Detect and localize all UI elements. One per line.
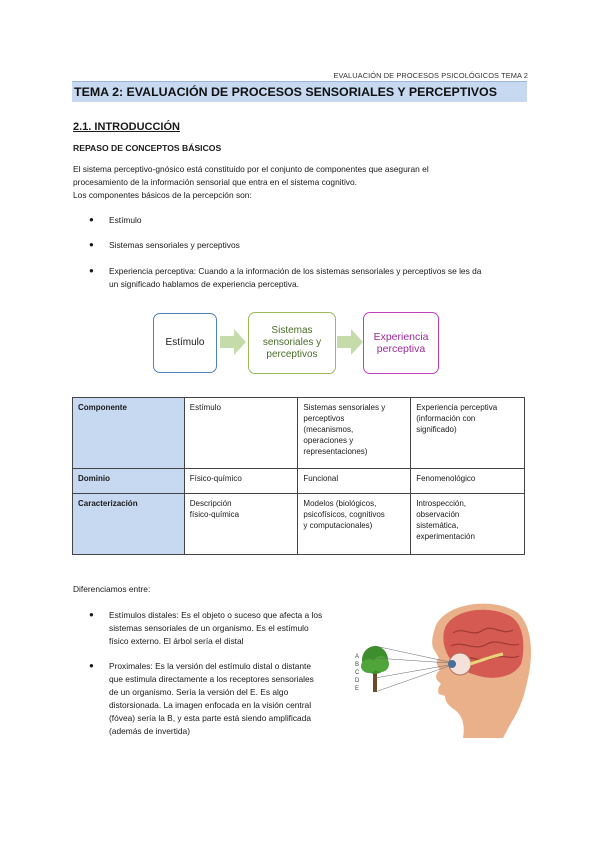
distal-line: sistemas sensoriales de un organismo. Es el estímulo (109, 623, 309, 633)
flow-box-sistemas-l2: sensoriales y (262, 337, 322, 348)
cell-dominio-3: Fenomenológico (411, 469, 525, 494)
table-row (73, 398, 525, 469)
figure-label: D (355, 678, 360, 684)
bullet-dot: ● (89, 661, 94, 670)
cell-caract-1 (184, 494, 298, 555)
visual-perception-illustration (353, 598, 533, 738)
bullet-experiencia: Experiencia perceptiva: Cuando a la información de los sistemas sensoriales y perceptivos se les da (109, 266, 482, 276)
flow-arrow-icon (220, 329, 246, 355)
cell-line: perceptivos (303, 414, 345, 423)
proximal-line: Proximales: Es la versión del estímulo distal o distante (109, 661, 312, 671)
table-row (73, 494, 525, 555)
flow-box-experiencia (363, 312, 439, 374)
proximal-line: (fóvea) sería la B, y esta parte está siendo amplificada (109, 713, 312, 723)
cell-dominio-1: Físico-químico (184, 469, 298, 494)
flow-box-sistemas (248, 312, 336, 374)
cell-line: Experiencia perceptiva (416, 403, 498, 412)
proximal-line: de un organismo. Sería la versión del E. Es algo (109, 687, 289, 697)
proximal-line: (además de invertida) (109, 726, 190, 736)
distal-line: Estímulos distales: Es el objeto o suceso que afecta a los (109, 610, 323, 620)
components-table (72, 397, 525, 555)
cell-line: observación (416, 510, 460, 519)
title-bar (72, 81, 527, 102)
bullet-estimulo: Estímulo (109, 215, 142, 225)
row-label-componente: Componente (73, 398, 185, 469)
cell-experiencia (411, 398, 525, 469)
cell-line: físico-química (189, 510, 240, 519)
cell-line: y computacionales) (303, 521, 373, 530)
bullet-experiencia-cont: un significado hablamos de experiencia perceptiva. (109, 279, 299, 289)
running-header: EVALUACIÓN DE PROCESOS PSICOLÓGICOS TEMA 2 (333, 71, 528, 80)
cell-line: Modelos (biológicos, (303, 499, 377, 508)
flow-box-experiencia-l1: Experiencia (373, 331, 429, 343)
cell-line: Introspección, (416, 499, 467, 508)
bullet-sistemas: Sistemas sensoriales y perceptivos (109, 240, 240, 250)
intro-line-2: procesamiento de la información sensorial que entra en el sistema cognitivo. (73, 177, 357, 187)
cell-line: psicofísicos, cognitivos (303, 510, 385, 519)
cell-line: significado) (416, 425, 457, 434)
row-label-caracterizacion: Caracterización (73, 494, 185, 555)
cell-line: Sistemas sensoriales y (303, 403, 386, 412)
cell-sistemas (298, 398, 411, 469)
figure-label: B (355, 662, 360, 668)
intro-line-3: Los componentes básicos de la percepción son: (73, 190, 252, 200)
cell-caract-3 (411, 494, 525, 555)
cell-dominio-2: Funcional (298, 469, 411, 494)
flow-box-estimulo (153, 313, 217, 373)
distal-line: físico externo. El árbol sería el distal (109, 636, 244, 646)
bullet-dot: ● (89, 610, 94, 619)
diff-intro: Diferenciamos entre: (73, 584, 151, 594)
flow-arrow-icon (337, 329, 363, 355)
cell-line: (mecanismos, (303, 425, 354, 434)
cell-estimulo: Estímulo (184, 398, 298, 469)
cell-line: Descripción (189, 499, 232, 508)
cell-line: experimentación (416, 532, 475, 541)
cell-line: (información con (416, 414, 476, 423)
subsection-heading: REPASO DE CONCEPTOS BÁSICOS (73, 143, 222, 153)
flow-box-sistemas-l1: Sistemas (271, 325, 313, 336)
flow-box-experiencia-l2: perceptiva (376, 343, 426, 355)
figure-label: E (355, 686, 360, 692)
cell-line: representaciones) (303, 447, 368, 456)
row-label-dominio: Dominio (73, 469, 185, 494)
cell-line: operaciones y (303, 436, 354, 445)
page-title: TEMA 2: EVALUACIÓN DE PROCESOS SENSORIALES Y PERCEPTIVOS (74, 85, 497, 99)
bullet-dot: ● (89, 266, 94, 275)
cell-caract-2 (298, 494, 411, 555)
flow-box-sistemas-l3: perceptivos (266, 349, 318, 360)
bullet-dot: ● (89, 215, 94, 224)
bullet-dot: ● (89, 240, 94, 249)
flow-box-estimulo-label: Estímulo (165, 337, 205, 348)
section-heading: 2.1. INTRODUCCIÓN (73, 121, 180, 133)
intro-line-1: El sistema perceptivo-gnósico está constituido por el conjunto de componentes que aseguran el (73, 164, 429, 174)
cell-line: sistemática, (416, 521, 459, 530)
proximal-line: distorsionada. La imagen enfocada en la visión central (109, 700, 312, 710)
figure-label: A (355, 654, 360, 660)
figure-label: C (355, 670, 360, 676)
table-row (73, 469, 525, 494)
proximal-line: que estimula directamente a los receptores sensoriales (109, 674, 314, 684)
